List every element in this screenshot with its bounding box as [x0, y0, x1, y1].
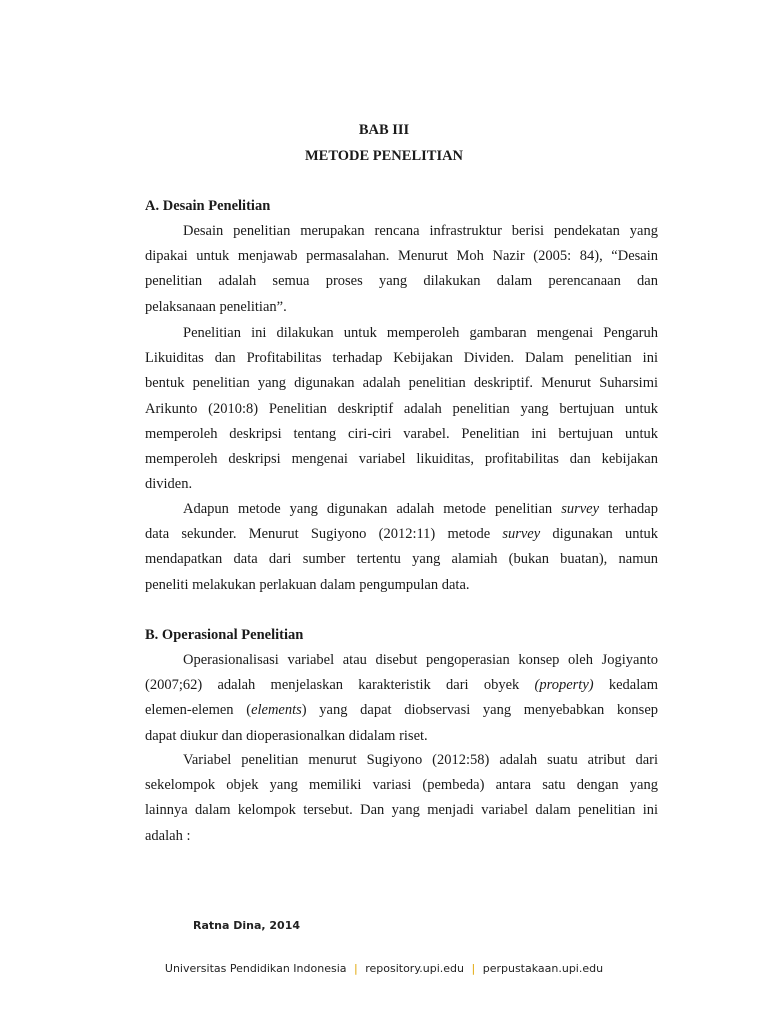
text-line: bentuk penelitian yang digunakan adalah penelitian deskriptif. Menurut Suharsimi — [145, 375, 658, 392]
text-line: Arikunto (2010:8) Penelitian deskriptif adalah penelitian yang bertujuan untuk — [145, 400, 658, 417]
emphasis-elements: elements — [251, 702, 302, 719]
text-line: Likuiditas dan Profitabilitas terhadap Kebijakan Dividen. Dalam penelitian ini — [145, 350, 658, 367]
text-line: memperoleh deskripsi mengenai variabel likuiditas, profitabilitas dan kebijakan — [145, 450, 658, 467]
text-line: adalah : — [145, 827, 191, 844]
footer-separator: | — [471, 962, 476, 975]
chapter-number: BAB III — [358, 122, 410, 138]
text-line: lainnya dalam kelompok tersebut. Dan yang menjadi variabel dalam penelitian ini — [145, 802, 658, 819]
chapter-title: METODE PENELITIAN — [304, 148, 464, 164]
text-line: Penelitian ini dilakukan untuk memperoleh gambaran mengenai Pengaruh — [183, 325, 658, 341]
footer-university-line — [0, 962, 768, 975]
text-line: dividen. — [145, 476, 193, 493]
text-segment: data sekunder. Menurut Sugiyono (2012:11) metode — [145, 526, 503, 543]
emphasis-property: (property) — [534, 677, 594, 694]
emphasis-survey: survey — [561, 501, 600, 517]
text-line — [145, 698, 658, 723]
text-line: dapat diukur dan dioperasionalkan didalam riset. — [145, 727, 428, 744]
footer-library-link[interactable]: perpustakaan.upi.edu — [482, 962, 604, 975]
text-line: Variabel penelitian menurut Sugiyono (2012:58) adalah suatu atribut dari — [183, 752, 658, 768]
footer-repository-link[interactable]: repository.upi.edu — [365, 962, 464, 975]
text-segment: ) yang dapat diobservasi yang menyebabkan konsep — [301, 702, 659, 719]
text-segment: elemen-elemen ( — [145, 702, 252, 719]
section-b-paragraph-1 — [145, 648, 658, 749]
text-line: mendapatkan data dari sumber tertentu yang alamiah (bukan buatan), namun — [145, 551, 658, 568]
section-a-heading: A. Desain Penelitian — [145, 198, 271, 214]
section-a-paragraph-1 — [145, 219, 658, 320]
text-line: peneliti melakukan perlakuan dalam pengumpulan data. — [145, 576, 470, 593]
text-segment: digunakan untuk — [540, 526, 658, 543]
text-segment: Adapun metode yang digunakan adalah metode penelitian — [183, 501, 562, 517]
text-line: sekelompok objek yang memiliki variasi (pembeda) antara satu dengan yang — [145, 777, 658, 794]
section-a-paragraph-3 — [145, 497, 658, 598]
footer-separator: | — [354, 962, 358, 975]
section-b-paragraph-2 — [145, 748, 658, 849]
section-a-paragraph-2 — [145, 321, 658, 497]
text-line: penelitian adalah semua proses yang dilakukan dalam perencanaan dan — [145, 273, 658, 290]
text-segment: (2007;62) adalah menjelaskan karakteristik dari obyek — [145, 677, 535, 694]
text-line: dipakai untuk menjawab permasalahan. Menurut Moh Nazir (2005: 84), “Desain — [145, 248, 658, 265]
emphasis-survey: survey — [502, 526, 541, 543]
footer-university: Universitas Pendidikan Indonesia — [164, 962, 347, 975]
text-line: pelaksanaan penelitian”. — [145, 298, 287, 315]
text-line — [145, 522, 658, 547]
text-line — [145, 497, 658, 522]
text-line: Operasionalisasi variabel atau disebut pengoperasian konsep oleh Jogiyanto — [183, 652, 658, 668]
text-line: Desain penelitian merupakan rencana infrastruktur berisi pendekatan yang — [183, 223, 658, 239]
section-b-heading: B. Operasional Penelitian — [145, 627, 304, 643]
text-segment: kedalam — [593, 677, 658, 694]
text-segment: terhadap — [599, 501, 658, 517]
text-line — [145, 673, 658, 698]
text-line: memperoleh deskripsi tentang ciri-ciri varabel. Penelitian ini bertujuan untuk — [145, 425, 658, 442]
footer-author: Ratna Dina, 2014 — [193, 919, 301, 932]
